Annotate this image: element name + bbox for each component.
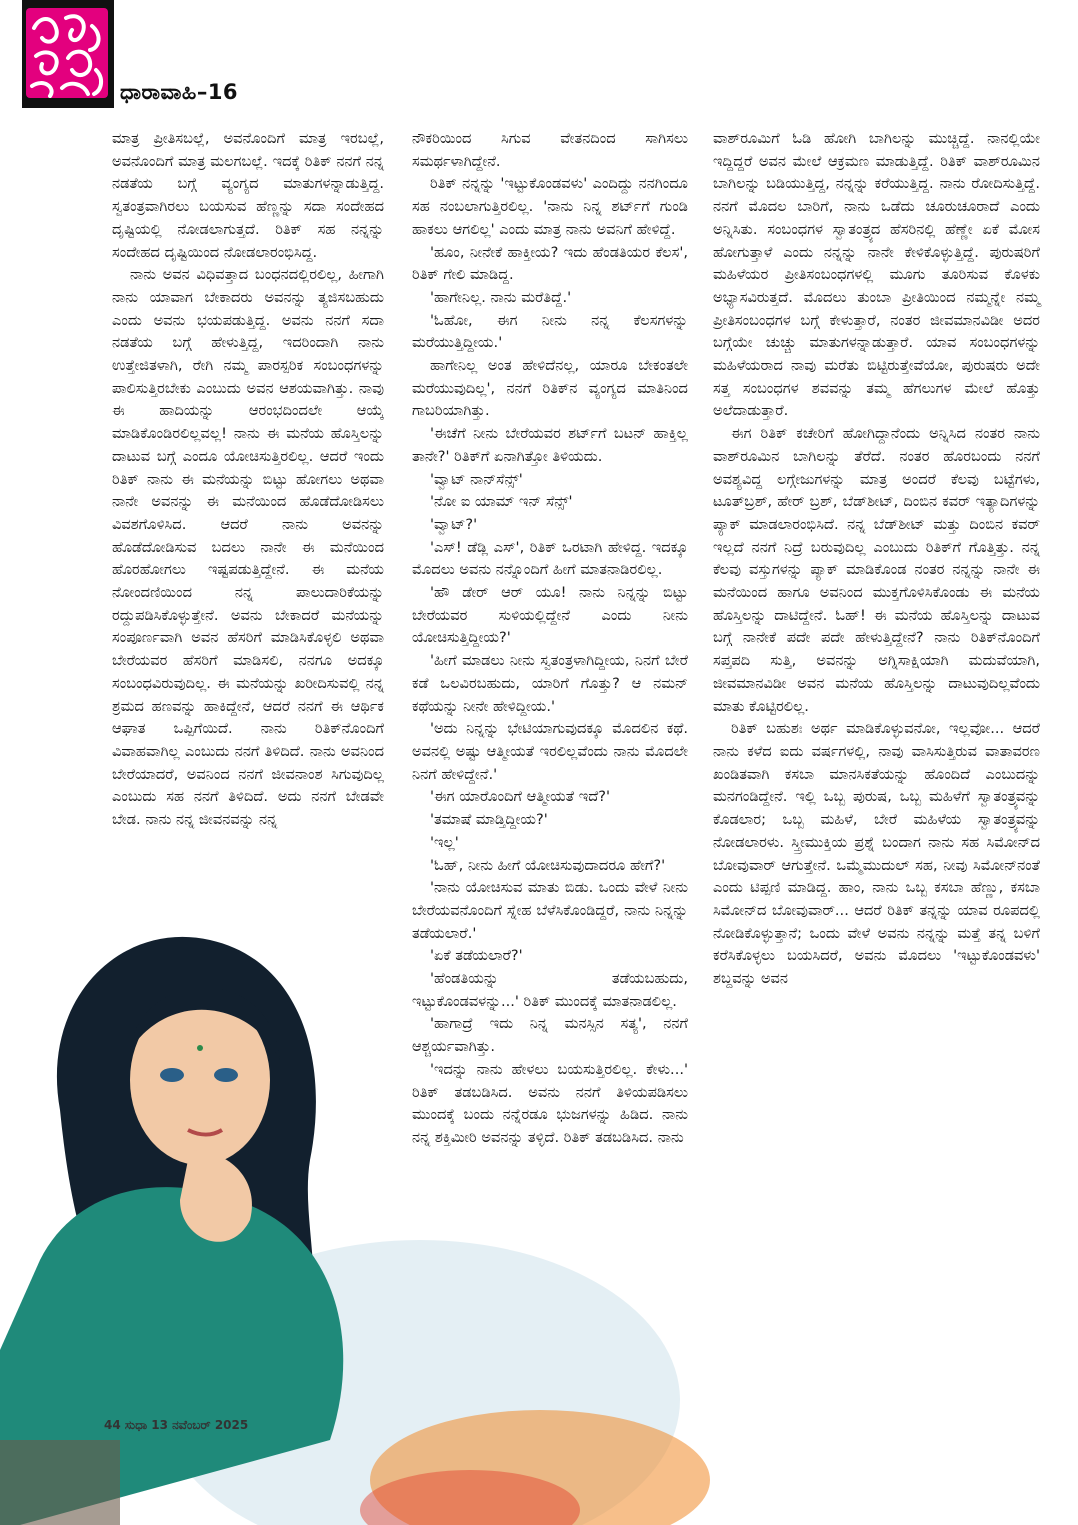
paragraph: 'ಹಾಗೇನಿಲ್ಲ. ನಾನು ಮರೆತಿದ್ದೆ.'	[430, 288, 572, 306]
paragraph: ರಿತಿಕ್ ನನ್ನನ್ನು 'ಇಟ್ಟುಕೊಂಡವಳು' ಎಂದಿದ್ದು ನನಗಿಂದೂ ಸಹ ನಂಬಲಾಗುತ್ತಿರಲಿಲ್ಲ. 'ನಾನು ನಿನ್ನ ಶರ್ಟ್‌ಗೆ ಗುಂಡಿ ಹಾಕಲು ಆಗಲಿಲ್ಲ' ಎಂದು ಮಾತ್ರ ನಾನು ಅವನಿಗೆ ಹೇಳಿದ್ದೆ.	[412, 175, 688, 238]
series-title: ಧಾರಾವಾಹಿ–16	[120, 80, 239, 104]
paragraph: 'ಈಗ ಯಾರೊಂದಿಗೆ ಆತ್ಮೀಯತೆ ಇದೆ?'	[430, 788, 611, 806]
paragraph: ಮಾತ್ರ ಪ್ರೀತಿಸಬಲ್ಲೆ, ಅವನೊಂದಿಗೆ ಮಾತ್ರ ಇರಬಲ್ಲೆ, ಅವನೊಂದಿಗೆ ಮಾತ್ರ ಮಲಗಬಲ್ಲೆ. ಇದಕ್ಕೆ ರಿತಿಕ್ ನನಗೆ ನನ್ನ ನಡತೆಯ ಬಗ್ಗೆ ವ್ಯಂಗ್ಯದ ಮಾತುಗಳನ್ನಾಡುತ್ತಿದ್ದ. ಸ್ವತಂತ್ರವಾಗಿರಲು ಬಯಸುವ ಹೆಣ್ಣನ್ನು ಸದಾ ಸಂದೇಹದ ದೃಷ್ಟಿಯಲ್ಲಿ ನೋಡಲಾಗುತ್ತದೆ. ರಿತಿಕ್ ಸಹ ನನ್ನನ್ನು ಸಂದೇಹದ ದೃಷ್ಟಿಯಿಂದ ನೋಡಲಾರಂಭಿಸಿದ್ದ.	[112, 130, 384, 261]
paragraph: 'ಹೂಂ, ನೀನೇಕೆ ಹಾಕ್ತೀಯ? ಇದು ಹೆಂಡತಿಯರ ಕೆಲಸ', ರಿತಿಕ್ ಗೇಲಿ ಮಾಡಿದ್ದ.	[412, 243, 688, 284]
paragraph: 'ಈಚೆಗೆ ನೀನು ಬೇರೆಯವರ ಶರ್ಟ್‌ಗೆ ಬಟನ್ ಹಾಕ್ತಿಲ್ಲ ತಾನೇ?' ರಿತಿಕ್‌ಗೆ ಏನಾಗಿತ್ತೋ ತಿಳಿಯದು.	[412, 425, 688, 465]
paragraph: 'ಓಹೋ, ಈಗ ನೀನು ನನ್ನ ಕೆಲಸಗಳನ್ನು ಮರೆಯುತ್ತಿದ್ದೀಯ.'	[412, 311, 688, 352]
paragraph: 'ಓಹ್, ನೀನು ಹೀಗೆ ಯೋಚಿಸುವುದಾದರೂ ಹೇಗೆ?'	[430, 856, 666, 874]
paragraph: 'ಏಕೆ ತಡೆಯಲಾರೆ?'	[430, 947, 523, 965]
article-column-3	[713, 128, 1040, 991]
paragraph: 'ಹಾಗಾದ್ರೆ ಇದು ನಿನ್ನ ಮನಸ್ಸಿನ ಸತ್ಯ', ನನಗೆ ಆಶ್ಚರ್ಯವಾಗಿತ್ತು.	[412, 1015, 688, 1056]
paragraph: 'ಇದನ್ನು ನಾನು ಹೇಳಲು ಬಯಸುತ್ತಿರಲಿಲ್ಲ. ಕೇಳು...' ರಿತಿಕ್ ತಡಬಡಿಸಿದ. ಅವನು ನನಗೆ ತಿಳಿಯಪಡಿಸಲು ಮುಂದಕ್ಕೆ ಬಂದು ನನ್ನೆರಡೂ ಭುಜಗಳನ್ನು ಹಿಡಿದ. ನಾನು ನನ್ನ ಶಕ್ತಿಮೀರಿ ಅವನನ್ನು ತಳ್ಳಿದೆ. ರಿತಿಕ್ ತಡಬಡಿಸಿದ. ನಾನು	[412, 1060, 688, 1146]
paragraph: ಈಗ ರಿತಿಕ್ ಕಚೇರಿಗೆ ಹೋಗಿದ್ದಾನೆಂದು ಅನ್ನಿಸಿದ ನಂತರ ನಾನು ವಾಶ್‌ರೂಮಿನ ಬಾಗಿಲನ್ನು ತೆರೆದೆ. ನಂತರ ಹೊರಬಂದು ನನಗೆ ಅವಶ್ಯವಿದ್ದ ಲಗ್ಗೇಜುಗಳನ್ನು ಮಾತ್ರ ಅಂದರೆ ಕೆಲವು ಬಟ್ಟೆಗಳು, ಟೂತ್‌ಬ್ರಶ್, ಹೇರ್ ಬ್ರಶ್, ಬೆಡ್‌ಶೀಟ್, ದಿಂಬಿನ ಕವರ್ ಇತ್ಯಾದಿಗಳನ್ನು ಪ್ಯಾಕ್ ಮಾಡಲಾರಂಭಿಸಿದೆ. ನನ್ನ ಬೆಡ್‌ಶೀಟ್ ಮತ್ತು ದಿಂಬಿನ ಕವರ್ ಇಲ್ಲದೆ ನನಗೆ ನಿದ್ರೆ ಬರುವುದಿಲ್ಲ ಎಂಬುದು ರಿತಿಕ್‌ಗೆ ಗೊತ್ತಿತ್ತು. ನನ್ನ ಕೆಲವು ವಸ್ತುಗಳನ್ನು ಪ್ಯಾಕ್ ಮಾಡಿಕೊಂಡ ನಂತರ ನನ್ನನ್ನು ನಾನೇ ಈ ಮನೆಯಿಂದ ಹಾಗೂ ಅವನಿಂದ ಮುಕ್ತಗೊಳಿಸಿಕೊಂಡು ಈ ಮನೆಯ ಹೊಸ್ತಿಲನ್ನು ದಾಟಿದ್ದೇನೆ. ಓಹ್! ಈ ಮನೆಯ ಹೊಸ್ತಿಲನ್ನು ದಾಟುವ ಬಗ್ಗೆ ನಾನೇಕೆ ಪದೇ ಪದೇ ಹೇಳುತ್ತಿದ್ದೇನೆ? ನಾನು ರಿತಿಕ್‌ನೊಂದಿಗೆ ಸಪ್ತಪದಿ ಸುತ್ತಿ, ಅವನನ್ನು ಅಗ್ನಿಸಾಕ್ಷಿಯಾಗಿ ಮದುವೆಯಾಗಿ, ಜೀವಮಾನವಿಡೀ ಅವನ ಮನೆಯ ಹೊಸ್ತಿಲನ್ನು ದಾಟುವುದಿಲ್ಲವೆಂದು ಮಾತು ಕೊಟ್ಟಿರಲಿಲ್ಲ.	[713, 425, 1040, 715]
paragraph: 'ಅದು ನಿನ್ನನ್ನು ಭೇಟಿಯಾಗುವುದಕ್ಕೂ ಮೊದಲಿನ ಕಥೆ. ಅವನಲ್ಲಿ ಅಷ್ಟು ಆತ್ಮೀಯತೆ ಇರಲಿಲ್ಲವೆಂದು ನಾನು ಮೊದಲೇ ನಿನಗೆ ಹೇಳಿದ್ದೇನೆ.'	[412, 720, 688, 783]
paragraph: 'ಹೆಂಡತಿಯನ್ನು ತಡೆಯಬಹುದು, ಇಟ್ಟುಕೊಂಡವಳನ್ನು...' ರಿತಿಕ್ ಮುಂದಕ್ಕೆ ಮಾತನಾಡಲಿಲ್ಲ.	[412, 970, 688, 1010]
paragraph: 'ಇಲ್ಲ'	[430, 833, 459, 851]
paragraph: 'ನೋ ಐ ಯಾಮ್ ಇನ್ ಸೆನ್ಸ್'	[430, 493, 573, 511]
paragraph: ರಿತಿಕ್ ಬಹುಶಃ ಅರ್ಥ ಮಾಡಿಕೊಳ್ಳುವನೋ, ಇಲ್ಲವೋ... ಆದರೆ ನಾನು ಕಳೆದ ಐದು ವರ್ಷಗಳಲ್ಲಿ, ನಾವು ವಾಸಿಸುತ್ತಿರುವ ವಾತಾವರಣ ಖಂಡಿತವಾಗಿ ಕಸಬಾ ಮಾನಸಿಕತೆಯನ್ನು ಹೊಂದಿದೆ ಎಂಬುದನ್ನು ಮನಗಂಡಿದ್ದೇನೆ. ಇಲ್ಲಿ ಒಬ್ಬ ಪುರುಷ, ಒಬ್ಬ ಮಹಿಳೆಗೆ ಸ್ವಾತಂತ್ರ್ಯವನ್ನು ಕೊಡಲಾರ; ಒಬ್ಬ ಮಹಿಳೆ, ಬೇರೆ ಮಹಿಳೆಯ ಸ್ವಾತಂತ್ರ್ಯವನ್ನು ನೋಡಲಾರಳು. ಸ್ತ್ರೀಮುಕ್ತಿಯ ಪ್ರಶ್ನೆ ಬಂದಾಗ ನಾನು ಸಹ ಸಿಮೋನ್‌ದ ಬೋವುವಾರ್ ಆಗುತ್ತೇನೆ. ಒಮ್ಮೆಮುದುಲ್ ಸಹ, ನೀವು ಸಿಮೋನ್‌ನಂತೆ ಎಂದು ಟಿಪ್ಪಣಿ ಮಾಡಿದ್ದ. ಹಾಂ, ನಾನು ಒಬ್ಬ ಕಸಬಾ ಹೆಣ್ಣು, ಕಸಬಾ ಸಿಮೋನ್‌ದ ಬೋವುವಾರ್... ಆದರೆ ರಿತಿಕ್ ತನ್ನನ್ನು ಯಾವ ರೂಪದಲ್ಲಿ ನೋಡಿಕೊಳ್ಳುತ್ತಾನೆ; ಒಂದು ವೇಳೆ ಅವನು ನನ್ನನ್ನು ಮತ್ತೆ ತನ್ನ ಬಳಿಗೆ ಕರೆಸಿಕೊಳ್ಳಲು ಬಯಸಿದರೆ, ಅವನು ಮೊದಲು 'ಇಟ್ಟುಕೊಂಡವಳು' ಶಬ್ದವನ್ನು ಅವನ	[713, 720, 1040, 988]
paragraph: 'ಹೌ ಡೇರ್ ಆರ್ ಯೂ! ನಾನು ನಿನ್ನನ್ನು ಬಿಟ್ಟು ಬೇರೆಯವರ ಸುಳಿಯಲ್ಲಿದ್ದೇನೆ ಎಂದು ನೀನು ಯೋಚಿಸುತ್ತಿದ್ದೀಯ?'	[412, 584, 688, 647]
paragraph: ನಾನು ಅವನ ವಿಧಿವತ್ತಾದ ಬಂಧನದಲ್ಲಿರಲಿಲ್ಲ, ಹೀಗಾಗಿ ನಾನು ಯಾವಾಗ ಬೇಕಾದರು ಅವನನ್ನು ತ್ಯಜಿಸಬಹುದು ಎಂದು ಅವನು ಭಯಪಡುತ್ತಿದ್ದ. ಅವನು ನನಗೆ ಸದಾ ನಡತೆಯ ಬಗ್ಗೆ ಹೇಳುತ್ತಿದ್ದ, ಇದರಿಂದಾಗಿ ನಾನು ಉತ್ತೇಜಿತಳಾಗಿ, ರೇಗಿ ನಮ್ಮ ಪಾರಸ್ಪರಿಕ ಸಂಬಂಧಗಳನ್ನು ಪಾಲಿಸುತ್ತಿರಬೇಕು ಎಂಬುದು ಅವನ ಆಶಯವಾಗಿತ್ತು. ನಾವು ಈ ಹಾದಿಯನ್ನು ಆರಂಭದಿಂದಲೇ ಆಯ್ಕೆ ಮಾಡಿಕೊಂಡಿರಲಿಲ್ಲವಲ್ಲ! ನಾನು ಈ ಮನೆಯ ಹೊಸ್ತಿಲನ್ನು ದಾಟುವ ಬಗ್ಗೆ ಎಂದೂ ಯೋಚಿಸುತ್ತಿರಲಿಲ್ಲ. ಆದರೆ ಇಂದು ರಿತಿಕ್ ನಾನು ಈ ಮನೆಯನ್ನು ಬಿಟ್ಟು ಹೋಗಲು ಅಥವಾ ನಾನೇ ಅವನನ್ನು ಈ ಮನೆಯಿಂದ ಹೊಡೆದೋಡಿಸಲು ವಿವಶಗೊಳಿಸಿದ. ಆದರೆ ನಾನು ಅವನನ್ನು ಹೊಡೆದೋಡಿಸುವ ಬದಲು ನಾನೇ ಈ ಮನೆಯಿಂದ ಹೊರಹೋಗಲು ಇಷ್ಟಪಡುತ್ತಿದ್ದೇನೆ. ಈ ಮನೆಯ ನೋಂದಣಿಯಿಂದ ನನ್ನ ಪಾಲುದಾರಿಕೆಯನ್ನು ರದ್ದುಪಡಿಸಿಕೊಳ್ಳುತ್ತೇನೆ. ಅವನು ಬೇಕಾದರೆ ಮನೆಯನ್ನು ಸಂಪೂರ್ಣವಾಗಿ ಅವನ ಹೆಸರಿಗೆ ಮಾಡಿಸಿಕೊಳ್ಳಲಿ ಅಥವಾ ಬೇರೆಯವರ ಹೆಸರಿಗೆ ಮಾಡಿಸಲಿ, ನನಗೂ ಅದಕ್ಕೂ ಸಂಬಂಧವಿರುವುದಿಲ್ಲ. ಈ ಮನೆಯನ್ನು ಖರೀದಿಸುವಲ್ಲಿ ನನ್ನ ಶ್ರಮದ ಹಣವನ್ನು ಹಾಕಿದ್ದೇನೆ, ಆದರೆ ನನಗೆ ಈ ಆರ್ಥಿಕ ಆಘಾತ ಒಪ್ಪಿಗೆಯಿದೆ. ನಾನು ರಿತಿಕ್‌ನೊಂದಿಗೆ ವಿವಾಹವಾಗಿಲ್ಲ ಎಂಬುದು ನನಗೆ ತಿಳಿದಿದೆ. ನಾನು ಅವನಿಂದ ಬೇರೆಯಾದರೆ, ಅವನಿಂದ ನನಗೆ ಜೀವನಾಂಶ ಸಿಗುವುದಿಲ್ಲ ಎಂಬುದು ಸಹ ನನಗೆ ತಿಳಿದಿದೆ. ಅದು ನನಗೆ ಬೇಡವೇ ಬೇಡ. ನಾನು ನನ್ನ ಜೀವನವನ್ನು ನನ್ನ	[112, 266, 384, 829]
paragraph: 'ನಾನು ಯೋಚಿಸುವ ಮಾತು ಬಿಡು. ಒಂದು ವೇಳೆ ನೀನು ಬೇರೆಯವನೊಂದಿಗೆ ಸ್ನೇಹ ಬೆಳೆಸಿಕೊಂಡಿದ್ದರೆ, ನಾನು ನಿನ್ನನ್ನು ತಡೆಯಲಾರೆ.'	[412, 879, 688, 942]
paragraph: ಹಾಗೇನಿಲ್ಲ ಅಂತ ಹೇಳಿದೆನಲ್ಲ, ಯಾರೂ ಬೇಕಂತಲೇ ಮರೆಯುವುದಿಲ್ಲ', ನನಗೆ ರಿತಿಕ್‌ನ ವ್ಯಂಗ್ಯದ ಮಾತಿನಿಂದ ಗಾಬರಿಯಾಗಿತ್ತು.	[412, 357, 688, 420]
series-logo-icon	[26, 8, 108, 98]
paragraph: ನೌಕರಿಯಿಂದ ಸಿಗುವ ವೇತನದಿಂದ ಸಾಗಿಸಲು ಸಮರ್ಥಳಾಗಿದ್ದೇನೆ.	[412, 130, 688, 170]
paragraph: 'ತಮಾಷೆ ಮಾಡ್ತಿದ್ದೀಯ?'	[430, 811, 548, 829]
article-column-1	[112, 128, 384, 832]
paragraph: 'ಹೀಗೆ ಮಾಡಲು ನೀನು ಸ್ವತಂತ್ರಳಾಗಿದ್ದೀಯ, ನಿನಗೆ ಬೇರೆ ಕಡೆ ಒಲವಿರಬಹುದು, ಯಾರಿಗೆ ಗೊತ್ತು? ಆ ನಮನ್ ಕಥೆಯನ್ನು ನೀನೇ ಹೇಳಿದ್ದೀಯ.'	[412, 652, 688, 715]
paragraph: 'ವ್ವಾಟ್ ನಾನ್‌ಸೆನ್ಸ್'	[430, 470, 523, 488]
page-number: 44	[104, 1418, 121, 1432]
paragraph: 'ಎಸ್! ಡೆಡ್ಲಿ ಎಸ್', ರಿತಿಕ್ ಒರಟಾಗಿ ಹೇಳಿದ್ದ. ಇದಕ್ಕೂ ಮೊದಲು ಅವನು ನನ್ನೊಂದಿಗೆ ಹೀಗೆ ಮಾತನಾಡಿರಲಿಲ್ಲ.	[412, 538, 688, 579]
paragraph: 'ವ್ವಾಟ್?'	[430, 515, 478, 533]
paragraph: ವಾಶ್‌ರೂಮಿಗೆ ಓಡಿ ಹೋಗಿ ಬಾಗಿಲನ್ನು ಮುಚ್ಚಿದ್ದೆ. ನಾನಲ್ಲಿಯೇ ಇದ್ದಿದ್ದರೆ ಅವನ ಮೇಲೆ ಆಕ್ರಮಣ ಮಾಡುತ್ತಿದ್ದೆ. ರಿತಿಕ್ ವಾಶ್‌ರೂಮಿನ ಬಾಗಿಲನ್ನು ಬಡಿಯುತ್ತಿದ್ದ, ನನ್ನನ್ನು ಕರೆಯುತ್ತಿದ್ದ. ನಾನು ರೋದಿಸುತ್ತಿದ್ದೆ. ನನಗೆ ಮೊದಲ ಬಾರಿಗೆ, ನಾನು ಒಡೆದು ಚೂರುಚೂರಾದೆ ಎಂದು ಅನ್ನಿಸಿತು. ಸಂಬಂಧಗಳ ಸ್ವಾತಂತ್ರ್ಯದ ಹೆಸರಿನಲ್ಲಿ ಹೆಣ್ಣೇ ಏಕೆ ಮೋಸ ಹೋಗುತ್ತಾಳೆ ಎಂದು ನನ್ನನ್ನು ನಾನೇ ಕೇಳಿಕೊಳ್ಳುತ್ತಿದ್ದೆ. ಪುರುಷರಿಗೆ ಮಹಿಳೆಯರ ಪ್ರೀತಿಸಂಬಂಧಗಳಲ್ಲಿ ಮೂಗು ತೂರಿಸುವ ಕೊಳಕು ಅಭ್ಯಾಸವಿರುತ್ತದೆ. ಮೊದಲು ತುಂಬಾ ಪ್ರೀತಿಯಿಂದ ನಮ್ಮನ್ನೇ ನಮ್ಮ ಪ್ರೀತಿಸಂಬಂಧಗಳ ಬಗ್ಗೆ ಕೇಳುತ್ತಾರೆ, ನಂತರ ಜೀವಮಾನವಿಡೀ ಅದರ ಬಗ್ಗೆಯೇ ಚುಚ್ಚು ಮಾತುಗಳನ್ನಾಡುತ್ತಾರೆ. ಯಾವ ಸಂಬಂಧಗಳನ್ನು ಮಹಿಳೆಯರಾದ ನಾವು ಮರೆತು ಬಿಟ್ಟಿರುತ್ತೇವೆಯೋ, ಪುರುಷರು ಅದೇ ಸತ್ತ ಸಂಬಂಧಗಳ ಶವವನ್ನು ತಮ್ಮ ಹೆಗಲುಗಳ ಮೇಲೆ ಹೊತ್ತು ಅಲೆದಾಡುತ್ತಾರೆ.	[713, 130, 1040, 420]
page-footer	[104, 1418, 248, 1433]
magazine-issue: ಸುಧಾ 13 ನವೆಂಬರ್ 2025	[124, 1418, 249, 1432]
